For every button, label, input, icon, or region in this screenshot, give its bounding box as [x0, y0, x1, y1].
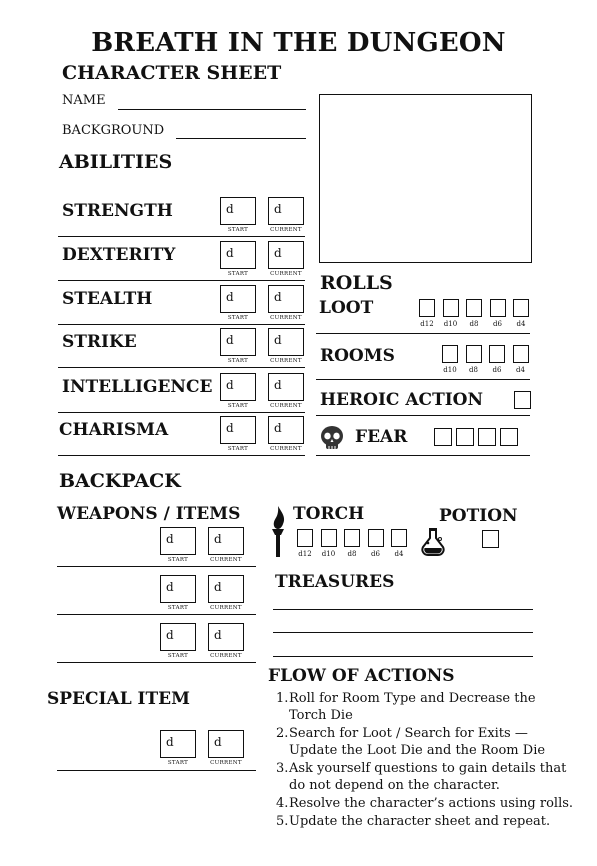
- ability-name: INTELLIGENCE: [62, 377, 213, 397]
- ability-name: STRENGTH: [62, 201, 173, 221]
- current-die-box[interactable]: [268, 328, 304, 356]
- die-prefix: d: [214, 580, 222, 594]
- start-die-box[interactable]: [220, 328, 256, 356]
- current-die-box[interactable]: [208, 730, 244, 758]
- loot-die-label: d12: [420, 320, 434, 328]
- ability-underline: [58, 280, 305, 281]
- torch-label: TORCH: [293, 504, 365, 524]
- ability-name: CHARISMA: [59, 420, 169, 440]
- die-prefix: d: [226, 421, 234, 435]
- loot-die-checkbox[interactable]: [513, 299, 529, 317]
- divider: [316, 455, 530, 456]
- rooms-die-checkbox[interactable]: [442, 345, 458, 363]
- die-prefix: d: [226, 333, 234, 347]
- rooms-die-checkbox[interactable]: [466, 345, 482, 363]
- current-label: CURRENT: [210, 760, 242, 766]
- start-label: START: [227, 358, 249, 364]
- flow-step-text: Roll for Room Type and Decrease the: [289, 691, 536, 706]
- treasure-line[interactable]: [273, 609, 533, 610]
- rooms-die-checkbox[interactable]: [489, 345, 505, 363]
- current-die-box[interactable]: [208, 527, 244, 555]
- potion-icon: [420, 527, 446, 557]
- name-field[interactable]: [118, 109, 306, 110]
- divider: [316, 415, 530, 416]
- weapons-items-heading: WEAPONS / ITEMS: [57, 504, 241, 524]
- heroic-action-checkbox[interactable]: [514, 391, 531, 409]
- start-label: START: [227, 446, 249, 452]
- flow-step-text: Torch Die: [289, 708, 353, 723]
- ability-underline: [58, 236, 305, 237]
- start-die-box[interactable]: [220, 416, 256, 444]
- rooms-label: ROOMS: [320, 346, 395, 366]
- die-prefix: d: [214, 735, 222, 749]
- current-label: CURRENT: [210, 605, 242, 611]
- torch-die-checkbox[interactable]: [344, 529, 360, 547]
- flow-step-text: Update the character sheet and repeat.: [289, 814, 551, 829]
- rooms-die-label: d6: [492, 366, 502, 374]
- current-die-box[interactable]: [268, 197, 304, 225]
- skull-icon: [319, 425, 345, 451]
- loot-die-label: d8: [469, 320, 479, 328]
- die-prefix: d: [166, 532, 174, 546]
- torch-die-label: d6: [371, 550, 380, 558]
- current-die-box[interactable]: [268, 241, 304, 269]
- heroic-action-label: HEROIC ACTION: [320, 390, 484, 410]
- flow-step-number: 3.: [276, 761, 289, 776]
- start-die-box[interactable]: [160, 527, 196, 555]
- abilities-heading: ABILITIES: [59, 151, 173, 173]
- flow-heading: FLOW OF ACTIONS: [268, 666, 455, 686]
- ability-name: STRIKE: [62, 332, 137, 352]
- background-field[interactable]: [176, 138, 306, 139]
- fear-label: FEAR: [355, 427, 408, 447]
- treasure-line[interactable]: [273, 656, 533, 657]
- loot-die-checkbox[interactable]: [443, 299, 459, 317]
- backpack-heading: BACKPACK: [59, 470, 181, 492]
- current-label: CURRENT: [270, 271, 302, 277]
- start-label: START: [227, 403, 249, 409]
- page-title: BREATH IN THE DUNGEON: [91, 28, 506, 58]
- start-label: START: [227, 315, 249, 321]
- die-prefix: d: [274, 333, 282, 347]
- current-label: CURRENT: [270, 227, 302, 233]
- flow-step-text: do not depend on the character.: [289, 778, 500, 793]
- treasures-heading: TREASURES: [275, 572, 395, 592]
- die-prefix: d: [274, 202, 282, 216]
- start-die-box[interactable]: [220, 285, 256, 313]
- die-prefix: d: [226, 202, 234, 216]
- current-label: CURRENT: [270, 446, 302, 452]
- torch-die-checkbox[interactable]: [391, 529, 407, 547]
- die-prefix: d: [274, 290, 282, 304]
- rooms-die-label: d4: [516, 366, 525, 374]
- weapon-line[interactable]: [57, 614, 256, 615]
- fear-checkbox[interactable]: [456, 428, 474, 446]
- flow-step-text: Resolve the character’s actions using rolls.: [289, 796, 574, 811]
- special-item-heading: SPECIAL ITEM: [47, 689, 190, 709]
- flow-step-text: Ask yourself questions to gain details that: [289, 761, 567, 776]
- current-die-box[interactable]: [268, 373, 304, 401]
- ability-underline: [58, 455, 305, 456]
- flow-step-number: 4.: [276, 796, 289, 811]
- start-label: START: [227, 271, 249, 277]
- loot-die-checkbox[interactable]: [490, 299, 506, 317]
- torch-die-label: d10: [321, 550, 336, 558]
- current-label: CURRENT: [270, 315, 302, 321]
- die-prefix: d: [226, 246, 234, 260]
- start-die-box[interactable]: [220, 241, 256, 269]
- flow-step-number: 5.: [276, 814, 289, 829]
- flow-step-text: Update the Loot Die and the Room Die: [289, 743, 546, 758]
- loot-die-checkbox[interactable]: [466, 299, 482, 317]
- current-die-box[interactable]: [268, 416, 304, 444]
- current-label: CURRENT: [270, 358, 302, 364]
- rooms-die-checkbox[interactable]: [513, 345, 529, 363]
- torch-die-label: d4: [394, 550, 404, 558]
- start-label: START: [167, 653, 189, 659]
- torch-die-label: d12: [298, 550, 312, 558]
- torch-die-checkbox[interactable]: [368, 529, 384, 547]
- die-prefix: d: [274, 421, 282, 435]
- loot-label: LOOT: [319, 298, 374, 318]
- loot-die-label: d4: [516, 320, 526, 328]
- current-die-box[interactable]: [208, 623, 244, 651]
- ability-name: DEXTERITY: [62, 245, 176, 265]
- portrait-box[interactable]: [319, 94, 532, 263]
- current-die-box[interactable]: [268, 285, 304, 313]
- rooms-die-label: d10: [443, 366, 457, 374]
- loot-die-label: d6: [493, 320, 502, 328]
- die-prefix: d: [166, 735, 174, 749]
- sheet-subtitle: CHARACTER SHEET: [62, 62, 282, 84]
- fear-checkbox[interactable]: [434, 428, 452, 446]
- start-die-box[interactable]: [160, 575, 196, 603]
- start-label: START: [227, 227, 249, 233]
- potion-checkbox[interactable]: [482, 530, 499, 548]
- start-label: START: [167, 557, 189, 563]
- rolls-heading: ROLLS: [320, 272, 393, 294]
- ability-underline: [58, 367, 305, 368]
- divider: [316, 379, 530, 380]
- weapon-line[interactable]: [57, 662, 256, 663]
- current-label: CURRENT: [210, 557, 242, 563]
- special-item-line[interactable]: [57, 770, 256, 771]
- die-prefix: d: [274, 246, 282, 260]
- die-prefix: d: [226, 290, 234, 304]
- weapon-line[interactable]: [57, 566, 256, 567]
- die-prefix: d: [226, 378, 234, 392]
- ability-underline: [58, 412, 305, 413]
- background-label: BACKGROUND: [62, 123, 165, 138]
- current-label: CURRENT: [210, 653, 242, 659]
- torch-die-label: d8: [347, 550, 357, 558]
- die-prefix: d: [166, 580, 174, 594]
- die-prefix: d: [166, 628, 174, 642]
- die-prefix: d: [274, 378, 282, 392]
- torch-die-checkbox[interactable]: [297, 529, 313, 547]
- ability-name: STEALTH: [62, 289, 153, 309]
- divider: [316, 333, 530, 334]
- flow-step-number: 2.: [276, 726, 289, 741]
- start-die-box[interactable]: [220, 373, 256, 401]
- start-die-box[interactable]: [160, 623, 196, 651]
- current-die-box[interactable]: [208, 575, 244, 603]
- potion-label: POTION: [439, 506, 518, 526]
- start-die-box[interactable]: [160, 730, 196, 758]
- treasure-line[interactable]: [273, 632, 533, 633]
- fear-checkbox[interactable]: [478, 428, 496, 446]
- ability-underline: [58, 324, 305, 325]
- torch-icon: [268, 505, 288, 559]
- flow-step-text: Search for Loot / Search for Exits —: [289, 726, 528, 741]
- name-label: NAME: [62, 93, 106, 108]
- die-prefix: d: [214, 532, 222, 546]
- start-label: START: [167, 760, 189, 766]
- current-label: CURRENT: [270, 403, 302, 409]
- rooms-die-label: d8: [469, 366, 478, 374]
- flow-step-number: 1.: [276, 691, 289, 706]
- fear-checkbox[interactable]: [500, 428, 518, 446]
- loot-die-label: d10: [443, 320, 458, 328]
- start-label: START: [167, 605, 189, 611]
- torch-die-checkbox[interactable]: [321, 529, 337, 547]
- die-prefix: d: [214, 628, 222, 642]
- loot-die-checkbox[interactable]: [419, 299, 435, 317]
- start-die-box[interactable]: [220, 197, 256, 225]
